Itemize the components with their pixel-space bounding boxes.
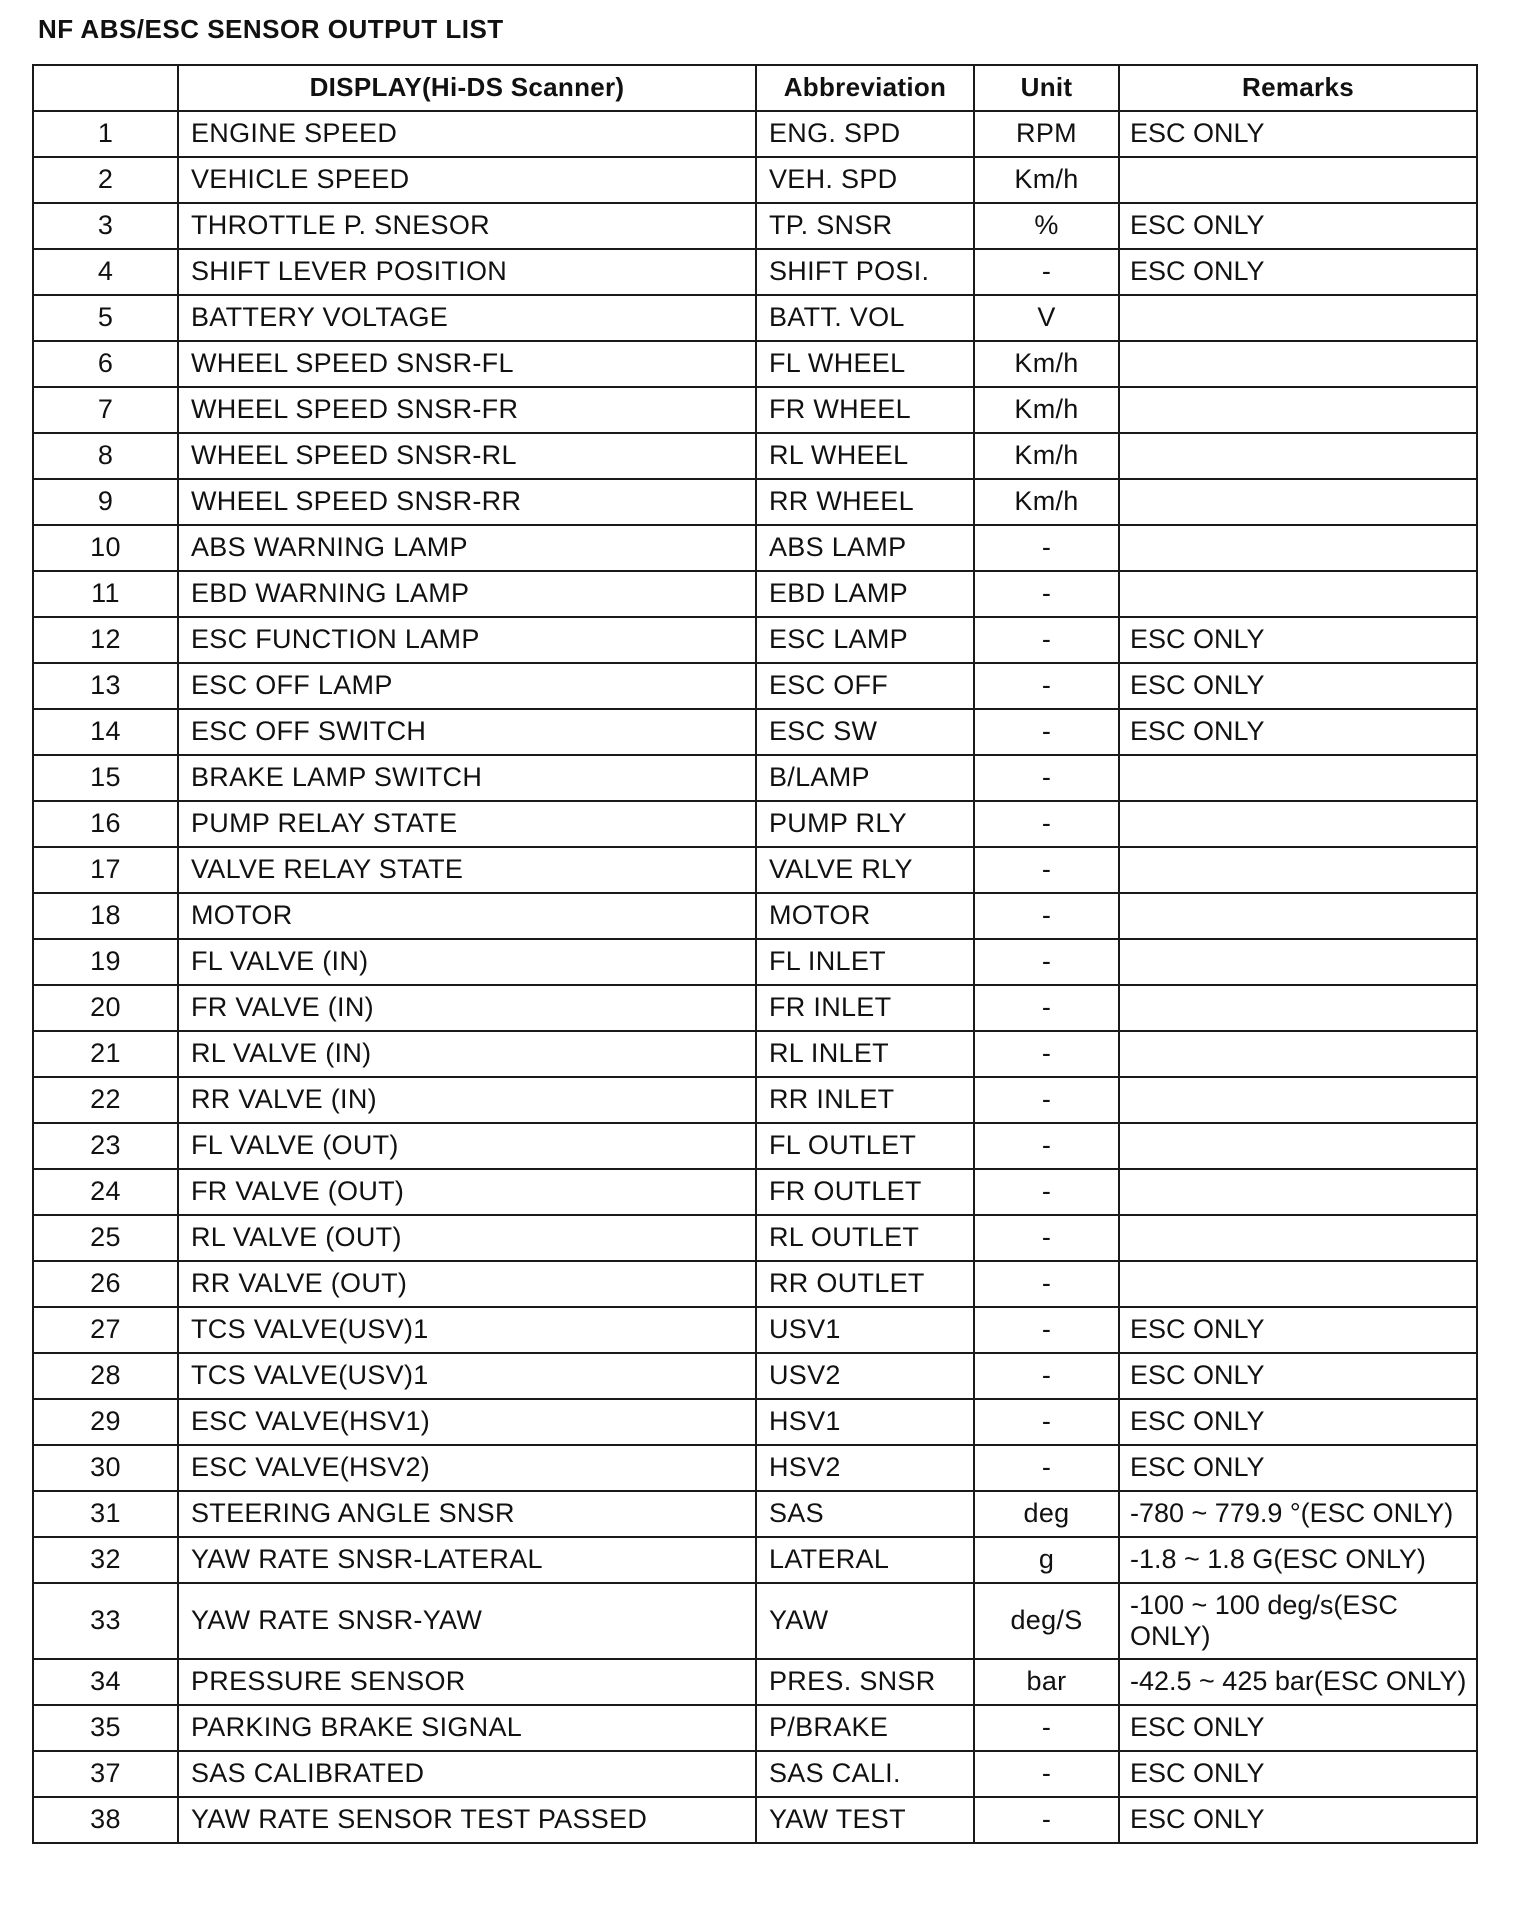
cell-number: 25 bbox=[33, 1215, 178, 1261]
cell-display: ESC OFF LAMP bbox=[178, 663, 756, 709]
cell-remarks: -42.5 ~ 425 bar(ESC ONLY) bbox=[1119, 1659, 1477, 1705]
table-row bbox=[33, 571, 1477, 617]
cell-abbreviation: USV2 bbox=[756, 1353, 974, 1399]
cell-number: 10 bbox=[33, 525, 178, 571]
header-number bbox=[33, 65, 178, 111]
table-row bbox=[33, 1077, 1477, 1123]
cell-abbreviation: RR OUTLET bbox=[756, 1261, 974, 1307]
table-row bbox=[33, 1353, 1477, 1399]
cell-abbreviation: YAW TEST bbox=[756, 1797, 974, 1843]
cell-abbreviation: RL INLET bbox=[756, 1031, 974, 1077]
cell-number: 6 bbox=[33, 341, 178, 387]
table-row bbox=[33, 387, 1477, 433]
table-row bbox=[33, 1445, 1477, 1491]
cell-remarks: -780 ~ 779.9 °(ESC ONLY) bbox=[1119, 1491, 1477, 1537]
cell-abbreviation: YAW bbox=[756, 1583, 974, 1659]
cell-display: PUMP RELAY STATE bbox=[178, 801, 756, 847]
cell-abbreviation: EBD LAMP bbox=[756, 571, 974, 617]
table-row bbox=[33, 433, 1477, 479]
cell-number: 35 bbox=[33, 1705, 178, 1751]
cell-remarks: ESC ONLY bbox=[1119, 709, 1477, 755]
cell-display: TCS VALVE(USV)1 bbox=[178, 1353, 756, 1399]
cell-display: WHEEL SPEED SNSR-FL bbox=[178, 341, 756, 387]
table-row bbox=[33, 1031, 1477, 1077]
cell-remarks bbox=[1119, 525, 1477, 571]
cell-remarks bbox=[1119, 433, 1477, 479]
cell-remarks bbox=[1119, 157, 1477, 203]
cell-abbreviation: TP. SNSR bbox=[756, 203, 974, 249]
document-title: NF ABS/ESC SENSOR OUTPUT LIST bbox=[38, 14, 504, 44]
table-row bbox=[33, 203, 1477, 249]
cell-number: 22 bbox=[33, 1077, 178, 1123]
cell-unit: Km/h bbox=[974, 157, 1119, 203]
cell-number: 27 bbox=[33, 1307, 178, 1353]
cell-unit: - bbox=[974, 1123, 1119, 1169]
cell-remarks: ESC ONLY bbox=[1119, 1307, 1477, 1353]
cell-abbreviation: RR INLET bbox=[756, 1077, 974, 1123]
cell-unit: - bbox=[974, 1261, 1119, 1307]
cell-display: ESC OFF SWITCH bbox=[178, 709, 756, 755]
cell-number: 33 bbox=[33, 1583, 178, 1659]
cell-abbreviation: SAS bbox=[756, 1491, 974, 1537]
table-row bbox=[33, 157, 1477, 203]
cell-abbreviation: FR INLET bbox=[756, 985, 974, 1031]
cell-remarks: -100 ~ 100 deg/s(ESC ONLY) bbox=[1119, 1583, 1477, 1659]
table-row bbox=[33, 1583, 1477, 1659]
cell-abbreviation: SHIFT POSI. bbox=[756, 249, 974, 295]
cell-display: RR VALVE (IN) bbox=[178, 1077, 756, 1123]
table-row bbox=[33, 1123, 1477, 1169]
table-row bbox=[33, 1537, 1477, 1583]
cell-number: 28 bbox=[33, 1353, 178, 1399]
cell-remarks bbox=[1119, 755, 1477, 801]
table-row bbox=[33, 1705, 1477, 1751]
cell-remarks bbox=[1119, 847, 1477, 893]
cell-unit: Km/h bbox=[974, 341, 1119, 387]
cell-unit: - bbox=[974, 571, 1119, 617]
cell-abbreviation: ENG. SPD bbox=[756, 111, 974, 157]
cell-remarks bbox=[1119, 939, 1477, 985]
cell-number: 23 bbox=[33, 1123, 178, 1169]
table-row bbox=[33, 939, 1477, 985]
cell-remarks bbox=[1119, 571, 1477, 617]
cell-unit: - bbox=[974, 1307, 1119, 1353]
cell-unit: - bbox=[974, 1751, 1119, 1797]
cell-remarks bbox=[1119, 1169, 1477, 1215]
cell-unit: - bbox=[974, 617, 1119, 663]
cell-remarks: ESC ONLY bbox=[1119, 1705, 1477, 1751]
table-body bbox=[33, 111, 1477, 1843]
cell-remarks bbox=[1119, 1031, 1477, 1077]
table-row bbox=[33, 1751, 1477, 1797]
cell-unit: - bbox=[974, 1031, 1119, 1077]
cell-unit: - bbox=[974, 663, 1119, 709]
cell-abbreviation: FR WHEEL bbox=[756, 387, 974, 433]
cell-unit: - bbox=[974, 1797, 1119, 1843]
cell-abbreviation: PRES. SNSR bbox=[756, 1659, 974, 1705]
cell-number: 18 bbox=[33, 893, 178, 939]
cell-unit: - bbox=[974, 525, 1119, 571]
cell-display: RR VALVE (OUT) bbox=[178, 1261, 756, 1307]
cell-unit: Km/h bbox=[974, 387, 1119, 433]
cell-remarks: ESC ONLY bbox=[1119, 203, 1477, 249]
cell-display: WHEEL SPEED SNSR-RL bbox=[178, 433, 756, 479]
cell-abbreviation: PUMP RLY bbox=[756, 801, 974, 847]
sensor-output-table bbox=[32, 64, 1478, 1844]
cell-unit: - bbox=[974, 1169, 1119, 1215]
cell-abbreviation: ESC LAMP bbox=[756, 617, 974, 663]
cell-unit: Km/h bbox=[974, 479, 1119, 525]
header-abbreviation: Abbreviation bbox=[756, 65, 974, 111]
cell-display: SAS CALIBRATED bbox=[178, 1751, 756, 1797]
cell-number: 26 bbox=[33, 1261, 178, 1307]
cell-remarks: ESC ONLY bbox=[1119, 111, 1477, 157]
cell-display: RL VALVE (IN) bbox=[178, 1031, 756, 1077]
cell-abbreviation: USV1 bbox=[756, 1307, 974, 1353]
cell-number: 12 bbox=[33, 617, 178, 663]
cell-display: WHEEL SPEED SNSR-RR bbox=[178, 479, 756, 525]
cell-abbreviation: LATERAL bbox=[756, 1537, 974, 1583]
cell-number: 13 bbox=[33, 663, 178, 709]
cell-abbreviation: FL OUTLET bbox=[756, 1123, 974, 1169]
cell-unit: g bbox=[974, 1537, 1119, 1583]
cell-abbreviation: FL WHEEL bbox=[756, 341, 974, 387]
cell-number: 4 bbox=[33, 249, 178, 295]
cell-unit: - bbox=[974, 1399, 1119, 1445]
cell-remarks bbox=[1119, 1123, 1477, 1169]
cell-unit: Km/h bbox=[974, 433, 1119, 479]
cell-abbreviation: ABS LAMP bbox=[756, 525, 974, 571]
table-row bbox=[33, 1215, 1477, 1261]
cell-display: VALVE RELAY STATE bbox=[178, 847, 756, 893]
cell-abbreviation: VEH. SPD bbox=[756, 157, 974, 203]
cell-number: 30 bbox=[33, 1445, 178, 1491]
cell-abbreviation: ESC SW bbox=[756, 709, 974, 755]
cell-unit: - bbox=[974, 847, 1119, 893]
cell-display: PRESSURE SENSOR bbox=[178, 1659, 756, 1705]
cell-display: FL VALVE (OUT) bbox=[178, 1123, 756, 1169]
cell-display: ENGINE SPEED bbox=[178, 111, 756, 157]
cell-number: 38 bbox=[33, 1797, 178, 1843]
cell-number: 11 bbox=[33, 571, 178, 617]
cell-abbreviation: RL OUTLET bbox=[756, 1215, 974, 1261]
header-unit: Unit bbox=[974, 65, 1119, 111]
cell-display: VEHICLE SPEED bbox=[178, 157, 756, 203]
cell-number: 32 bbox=[33, 1537, 178, 1583]
table-row bbox=[33, 985, 1477, 1031]
cell-abbreviation: BATT. VOL bbox=[756, 295, 974, 341]
cell-unit: - bbox=[974, 893, 1119, 939]
cell-abbreviation: RR WHEEL bbox=[756, 479, 974, 525]
cell-number: 24 bbox=[33, 1169, 178, 1215]
cell-remarks: ESC ONLY bbox=[1119, 663, 1477, 709]
cell-display: THROTTLE P. SNESOR bbox=[178, 203, 756, 249]
cell-unit: bar bbox=[974, 1659, 1119, 1705]
cell-unit: - bbox=[974, 1353, 1119, 1399]
table-row bbox=[33, 249, 1477, 295]
cell-display: BATTERY VOLTAGE bbox=[178, 295, 756, 341]
cell-number: 2 bbox=[33, 157, 178, 203]
table-row bbox=[33, 1399, 1477, 1445]
cell-remarks: ESC ONLY bbox=[1119, 1751, 1477, 1797]
table-row bbox=[33, 801, 1477, 847]
cell-abbreviation: P/BRAKE bbox=[756, 1705, 974, 1751]
cell-abbreviation: FR OUTLET bbox=[756, 1169, 974, 1215]
cell-abbreviation: MOTOR bbox=[756, 893, 974, 939]
cell-remarks: -1.8 ~ 1.8 G(ESC ONLY) bbox=[1119, 1537, 1477, 1583]
cell-unit: - bbox=[974, 755, 1119, 801]
table-row bbox=[33, 663, 1477, 709]
cell-remarks bbox=[1119, 1261, 1477, 1307]
cell-number: 34 bbox=[33, 1659, 178, 1705]
cell-abbreviation: HSV1 bbox=[756, 1399, 974, 1445]
cell-remarks bbox=[1119, 893, 1477, 939]
cell-unit: - bbox=[974, 1077, 1119, 1123]
cell-number: 17 bbox=[33, 847, 178, 893]
cell-display: SHIFT LEVER POSITION bbox=[178, 249, 756, 295]
cell-unit: - bbox=[974, 985, 1119, 1031]
table-row bbox=[33, 1307, 1477, 1353]
cell-number: 8 bbox=[33, 433, 178, 479]
cell-display: ABS WARNING LAMP bbox=[178, 525, 756, 571]
cell-display: FR VALVE (OUT) bbox=[178, 1169, 756, 1215]
cell-display: YAW RATE SNSR-LATERAL bbox=[178, 1537, 756, 1583]
cell-number: 16 bbox=[33, 801, 178, 847]
cell-number: 7 bbox=[33, 387, 178, 433]
cell-number: 3 bbox=[33, 203, 178, 249]
table-row bbox=[33, 1659, 1477, 1705]
table-row bbox=[33, 479, 1477, 525]
cell-unit: - bbox=[974, 249, 1119, 295]
cell-abbreviation: VALVE RLY bbox=[756, 847, 974, 893]
cell-abbreviation: ESC OFF bbox=[756, 663, 974, 709]
cell-number: 20 bbox=[33, 985, 178, 1031]
cell-remarks: ESC ONLY bbox=[1119, 617, 1477, 663]
cell-remarks: ESC ONLY bbox=[1119, 1353, 1477, 1399]
cell-unit: deg/S bbox=[974, 1583, 1119, 1659]
table-row bbox=[33, 1797, 1477, 1843]
header-display: DISPLAY(Hi-DS Scanner) bbox=[178, 65, 756, 111]
cell-number: 1 bbox=[33, 111, 178, 157]
cell-number: 5 bbox=[33, 295, 178, 341]
table-row bbox=[33, 1491, 1477, 1537]
cell-number: 15 bbox=[33, 755, 178, 801]
cell-abbreviation: SAS CALI. bbox=[756, 1751, 974, 1797]
cell-remarks bbox=[1119, 801, 1477, 847]
cell-display: ESC FUNCTION LAMP bbox=[178, 617, 756, 663]
cell-display: FR VALVE (IN) bbox=[178, 985, 756, 1031]
cell-number: 14 bbox=[33, 709, 178, 755]
cell-display: BRAKE LAMP SWITCH bbox=[178, 755, 756, 801]
table-row bbox=[33, 295, 1477, 341]
cell-unit: - bbox=[974, 1215, 1119, 1261]
cell-abbreviation: B/LAMP bbox=[756, 755, 974, 801]
cell-number: 29 bbox=[33, 1399, 178, 1445]
cell-remarks: ESC ONLY bbox=[1119, 1445, 1477, 1491]
cell-unit: - bbox=[974, 1445, 1119, 1491]
cell-display: EBD WARNING LAMP bbox=[178, 571, 756, 617]
cell-remarks bbox=[1119, 387, 1477, 433]
cell-remarks bbox=[1119, 985, 1477, 1031]
cell-remarks bbox=[1119, 479, 1477, 525]
cell-unit: - bbox=[974, 801, 1119, 847]
cell-remarks bbox=[1119, 295, 1477, 341]
cell-remarks: ESC ONLY bbox=[1119, 1797, 1477, 1843]
table-row bbox=[33, 525, 1477, 571]
cell-remarks bbox=[1119, 1215, 1477, 1261]
cell-unit: deg bbox=[974, 1491, 1119, 1537]
cell-remarks: ESC ONLY bbox=[1119, 249, 1477, 295]
cell-abbreviation: HSV2 bbox=[756, 1445, 974, 1491]
cell-display: PARKING BRAKE SIGNAL bbox=[178, 1705, 756, 1751]
cell-number: 9 bbox=[33, 479, 178, 525]
table-row bbox=[33, 111, 1477, 157]
cell-display: WHEEL SPEED SNSR-FR bbox=[178, 387, 756, 433]
table-row bbox=[33, 617, 1477, 663]
cell-unit: V bbox=[974, 295, 1119, 341]
cell-unit: - bbox=[974, 1705, 1119, 1751]
cell-display: YAW RATE SENSOR TEST PASSED bbox=[178, 1797, 756, 1843]
cell-unit: RPM bbox=[974, 111, 1119, 157]
cell-display: FL VALVE (IN) bbox=[178, 939, 756, 985]
cell-display: YAW RATE SNSR-YAW bbox=[178, 1583, 756, 1659]
table-row bbox=[33, 709, 1477, 755]
table-row bbox=[33, 1169, 1477, 1215]
cell-number: 37 bbox=[33, 1751, 178, 1797]
cell-display: STEERING ANGLE SNSR bbox=[178, 1491, 756, 1537]
cell-remarks: ESC ONLY bbox=[1119, 1399, 1477, 1445]
table-row bbox=[33, 893, 1477, 939]
cell-unit: - bbox=[974, 709, 1119, 755]
cell-display: ESC VALVE(HSV2) bbox=[178, 1445, 756, 1491]
cell-remarks bbox=[1119, 1077, 1477, 1123]
table-row bbox=[33, 755, 1477, 801]
cell-unit: % bbox=[974, 203, 1119, 249]
table-row bbox=[33, 341, 1477, 387]
cell-abbreviation: RL WHEEL bbox=[756, 433, 974, 479]
cell-display: TCS VALVE(USV)1 bbox=[178, 1307, 756, 1353]
cell-number: 31 bbox=[33, 1491, 178, 1537]
cell-display: MOTOR bbox=[178, 893, 756, 939]
cell-display: RL VALVE (OUT) bbox=[178, 1215, 756, 1261]
table-row bbox=[33, 847, 1477, 893]
header-remarks: Remarks bbox=[1119, 65, 1477, 111]
table-header-row bbox=[33, 65, 1477, 111]
cell-display: ESC VALVE(HSV1) bbox=[178, 1399, 756, 1445]
cell-remarks bbox=[1119, 341, 1477, 387]
cell-abbreviation: FL INLET bbox=[756, 939, 974, 985]
table-row bbox=[33, 1261, 1477, 1307]
cell-number: 19 bbox=[33, 939, 178, 985]
cell-number: 21 bbox=[33, 1031, 178, 1077]
cell-unit: - bbox=[974, 939, 1119, 985]
